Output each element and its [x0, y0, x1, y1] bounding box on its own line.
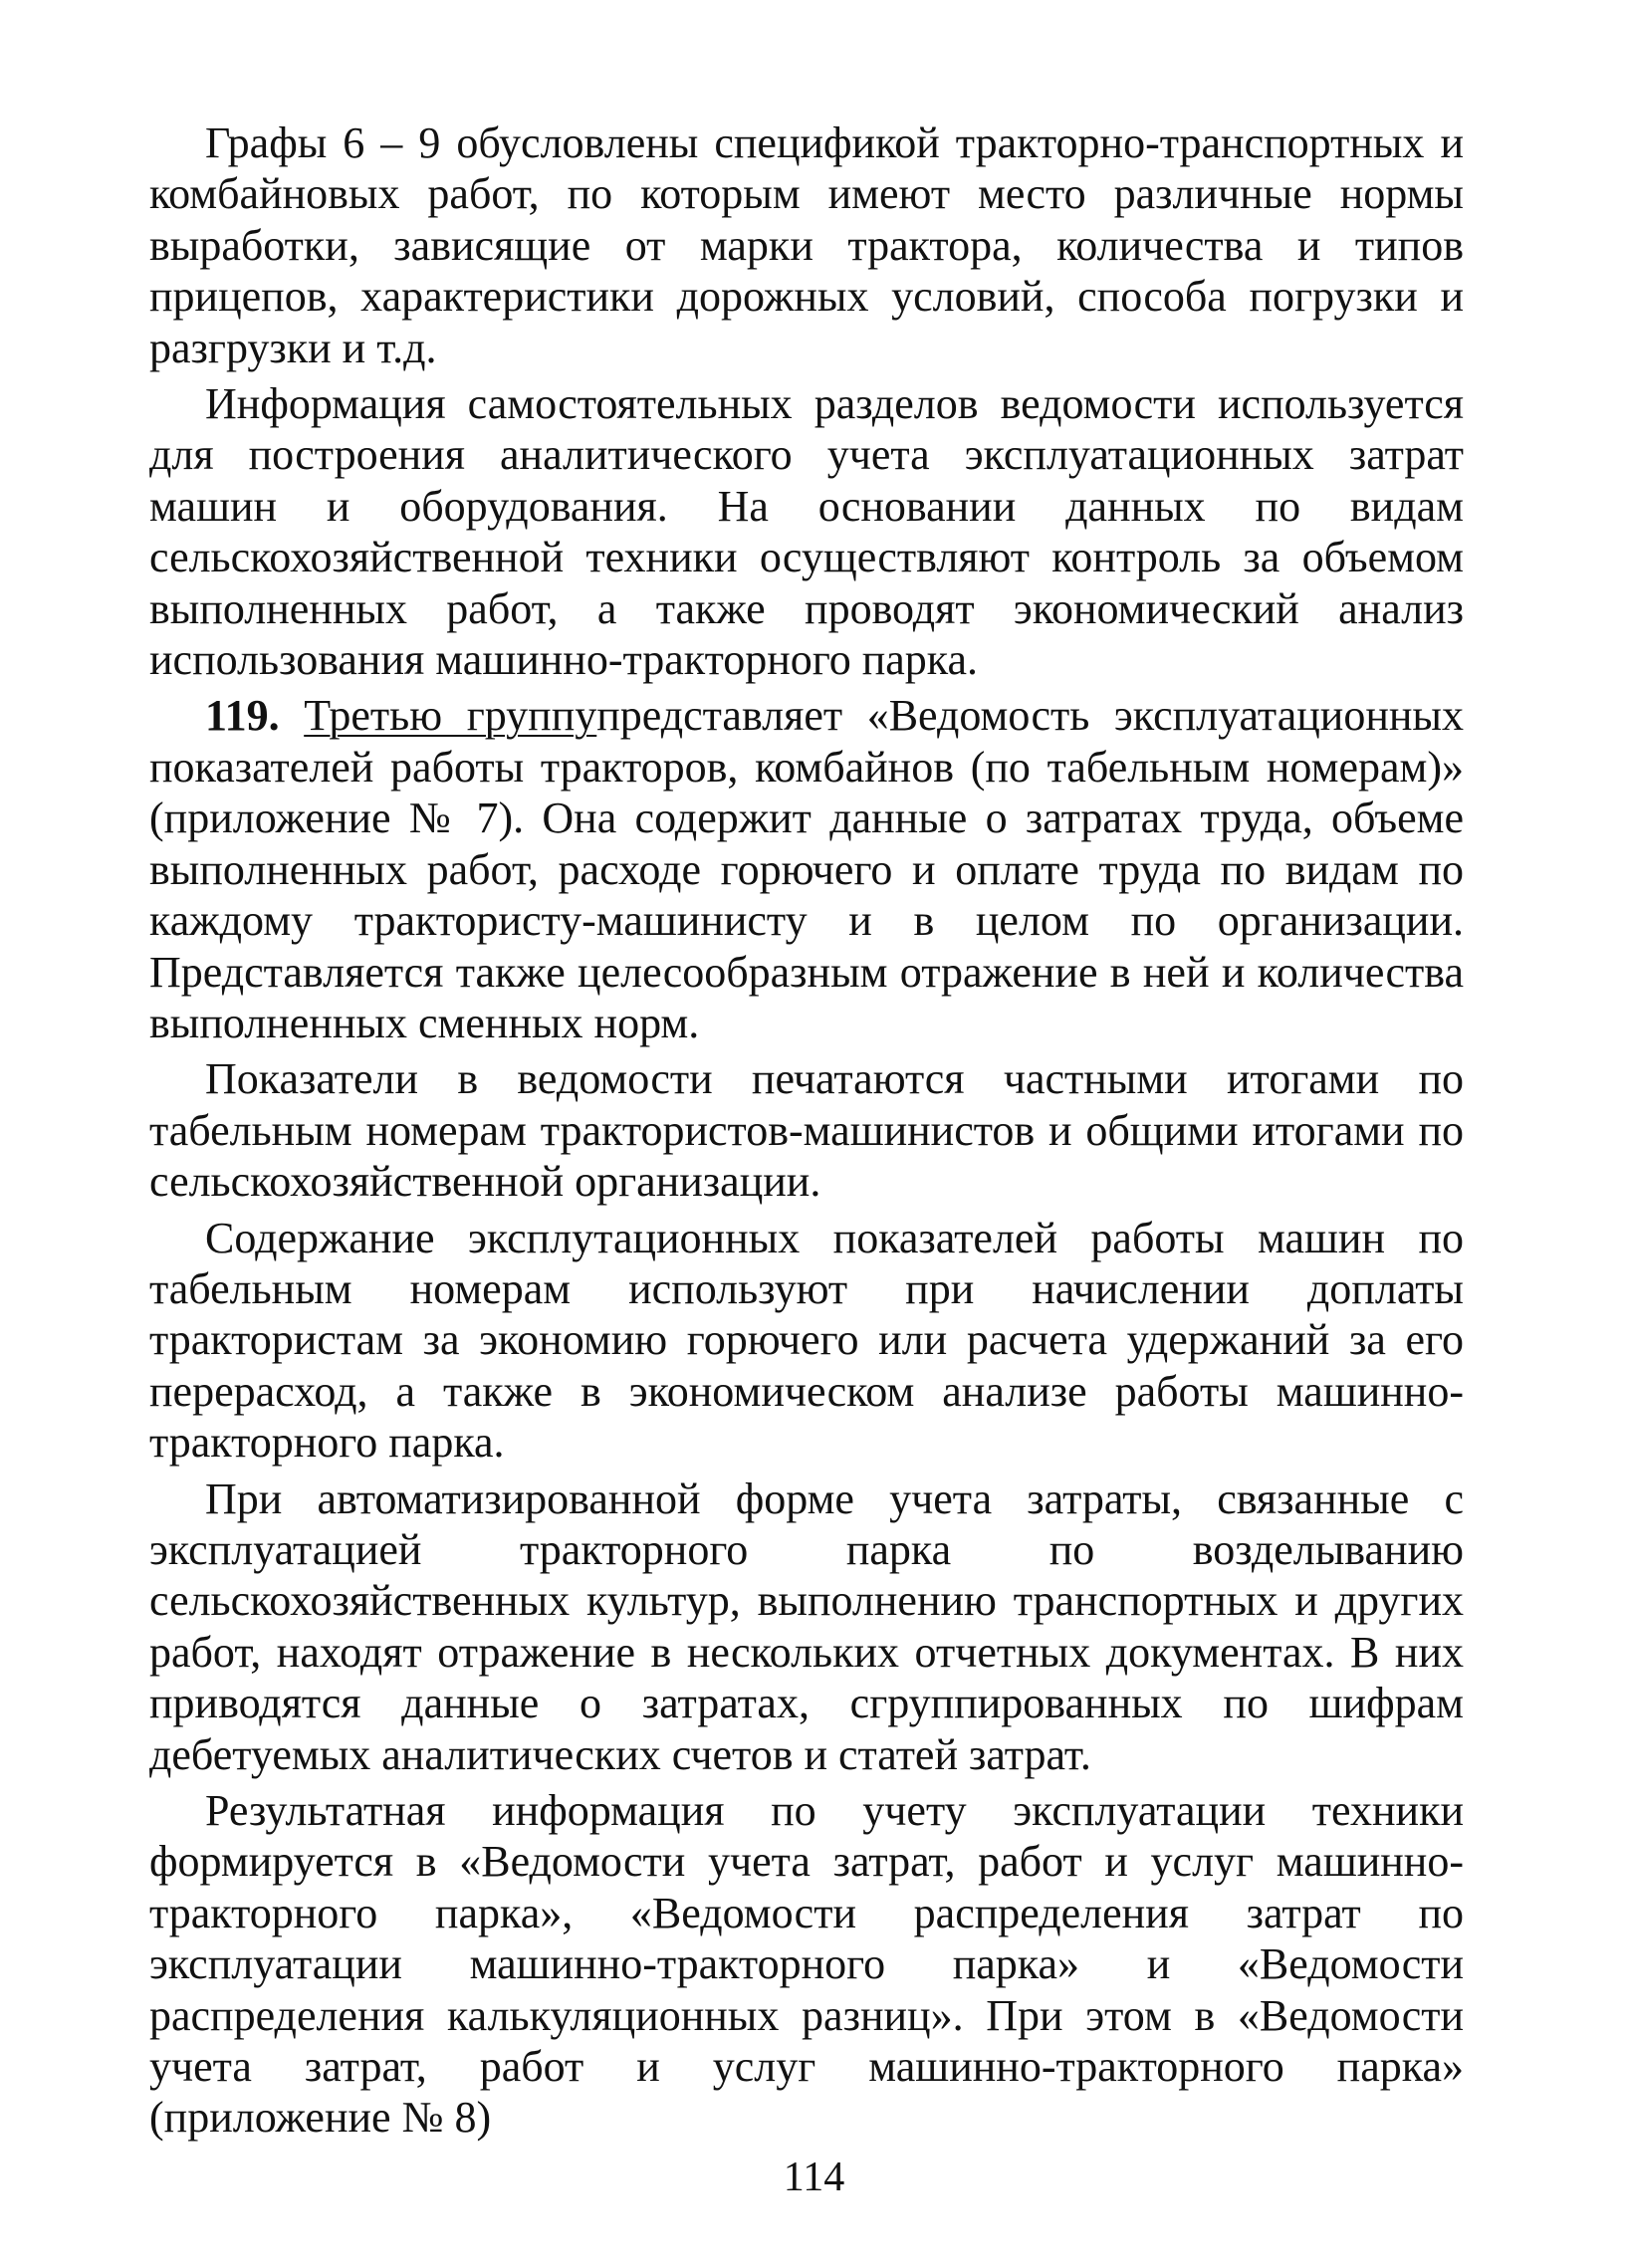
page-number: 114: [783, 2155, 845, 2200]
section-number: 119.: [205, 691, 280, 741]
paragraph-119: [149, 690, 1464, 1048]
paragraph-indicators: [149, 1053, 1464, 1207]
paragraph-content: [149, 1213, 1464, 1469]
paragraph-text: Содержание эксплутационных показателей работы машин по табельным номерам используют при начислении доплаты трактористам за экономию горючего или расчета удержаний за его перерасход, а также в экономическом анализе работы машинно-тракторного парка.: [149, 1213, 1464, 1468]
paragraph-text: При автоматизированной форме учета затраты, связанные с эксплуатацией тракторного парка по возделыванию сельскохозяйственных культур, выполнению транспортных и других работ, находят отражение в нескольких отчетных документах. В них приводятся данные о затратах, сгруппированных по шифрам дебетуемых аналитических счетов и статей затрат.: [149, 1474, 1464, 1779]
paragraph-automated: [149, 1474, 1464, 1780]
underlined-phrase: Третью группу: [304, 691, 597, 741]
paragraph-text: Информация самостоятельных разделов ведомости используется для построения аналитического учета эксплуатационных затрат машин и оборудования. На основании данных по видам сельскохозяйственной техники осуществляют контроль за объемом выполненных работ, а также проводят экономический анализ использования машинно-тракторного парка.: [149, 379, 1464, 685]
paragraph-text: представляет «Ведомость эксплуатационных показателей работы тракторов, комбайнов (по табельным номерам)» (приложение № 7). Она содержит данные о затратах труда, объеме выполненных работ, расходе горючего и оплате труда по видам по каждому трактористу-машинисту и в целом по организации. Представляется также целесообразным отражение в ней и количества выполненных сменных норм.: [149, 691, 1464, 1047]
paragraph-sections-info: [149, 378, 1464, 685]
paragraph-text: Графы 6 – 9 обусловлены спецификой тракторно-транспортных и комбайновых работ, по которым имеют место различные нормы выработки, зависящие от марки трактора, количества и типов прицепов, характеристики дорожных условий, способа погрузки и разгрузки и т.д.: [149, 118, 1464, 372]
paragraph-result-info: [149, 1785, 1464, 2144]
paragraph-text: Результатная информация по учету эксплуатации техники формируется в «Ведомости учета затрат, работ и услуг машинно-тракторного парка», «Ведомости распределения затрат по эксплуатации машинно-тракторного парка» и «Ведомости распределения калькуляционных разниц». При этом в «Ведомости учета затрат, работ и услуг машинно-тракторного парка» (приложение № 8): [149, 1786, 1464, 2143]
body-text: [149, 117, 1464, 2144]
paragraph-text: Показатели в ведомости печатаются частными итогами по табельным номерам трактористов-машинистов и общими итогами по сельскохозяйственной организации.: [149, 1054, 1464, 1207]
paragraph-graphs-6-9: [149, 117, 1464, 373]
